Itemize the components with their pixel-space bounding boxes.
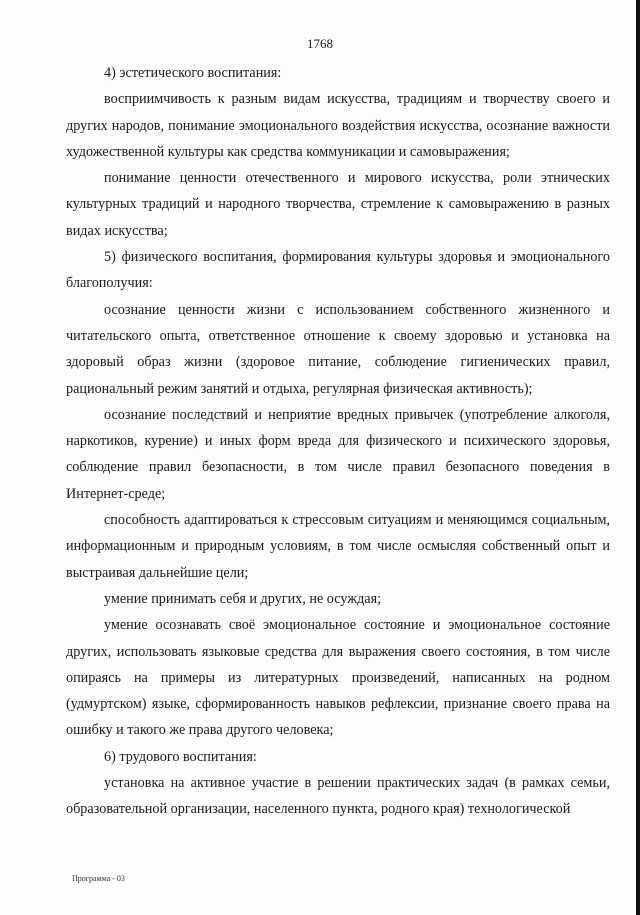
- paragraph: установка на активное участие в решении практических задач (в рамках семьи, образовательной организации, населенного пункта, родного края) технологической: [66, 775, 610, 818]
- paragraph-aesthetic-heading: 4) эстетического воспитания:: [104, 65, 282, 81]
- paragraph: умение осознавать своё эмоциональное состояние и эмоциональное состояние других, использовать языковые средства для выражения своего состояния, в том числе опираясь на примеры из литературных произведений, написанных на родном (удмуртском) языке, сформированность навыков рефлексии, признание своего права на ошибку и такого же права другого человека;: [66, 617, 610, 739]
- paragraph: способность адаптироваться к стрессовым ситуациям и меняющимся социальным, информационным и природным условиям, в том числе осмысляя собственный опыт и выстраивая дальнейшие цели;: [66, 512, 610, 581]
- page-number: 1768: [307, 36, 333, 51]
- paragraph-labor-heading: 6) трудового воспитания:: [104, 748, 257, 765]
- scan-edge: [636, 0, 640, 915]
- paragraph: осознание ценности жизни с использованием собственного жизненного и читательского опыта, ответственное отношение к своему здоровью и установка на здоровый образ жизни (здоровое питание, соблюдение гигиенических правил, рациональный режим занятий и отдыха, регулярная физическая активность);: [66, 301, 610, 397]
- paragraph: осознание последствий и неприятие вредных привычек (употребление алкоголя, наркотиков, курение) и иных форм вреда для физического и психического здоровья, соблюдение правил безопасности, в том числе правил безопасного поведения в Интернет-среде;: [66, 406, 610, 502]
- paragraph: восприимчивость к разным видам искусства, традициям и творчеству своего и других народов, понимание эмоционального воздействия искусства, осознание важности художественной культуры как средства коммуникации и самовыражения;: [66, 91, 610, 160]
- paragraph-physical-heading: 5) физического воспитания, формирования культуры здоровья и эмоционального благополучия:: [66, 249, 610, 292]
- paragraph: умение принимать себя и других, не осуждая;: [104, 590, 382, 607]
- body-text: [66, 60, 610, 823]
- footer-label: Программа - 03: [72, 874, 125, 883]
- paragraph: понимание ценности отечественного и мирового искусства, роли этнических культурных традиций и народного творчества, стремление к самовыражению в разных видах искусства;: [66, 170, 610, 239]
